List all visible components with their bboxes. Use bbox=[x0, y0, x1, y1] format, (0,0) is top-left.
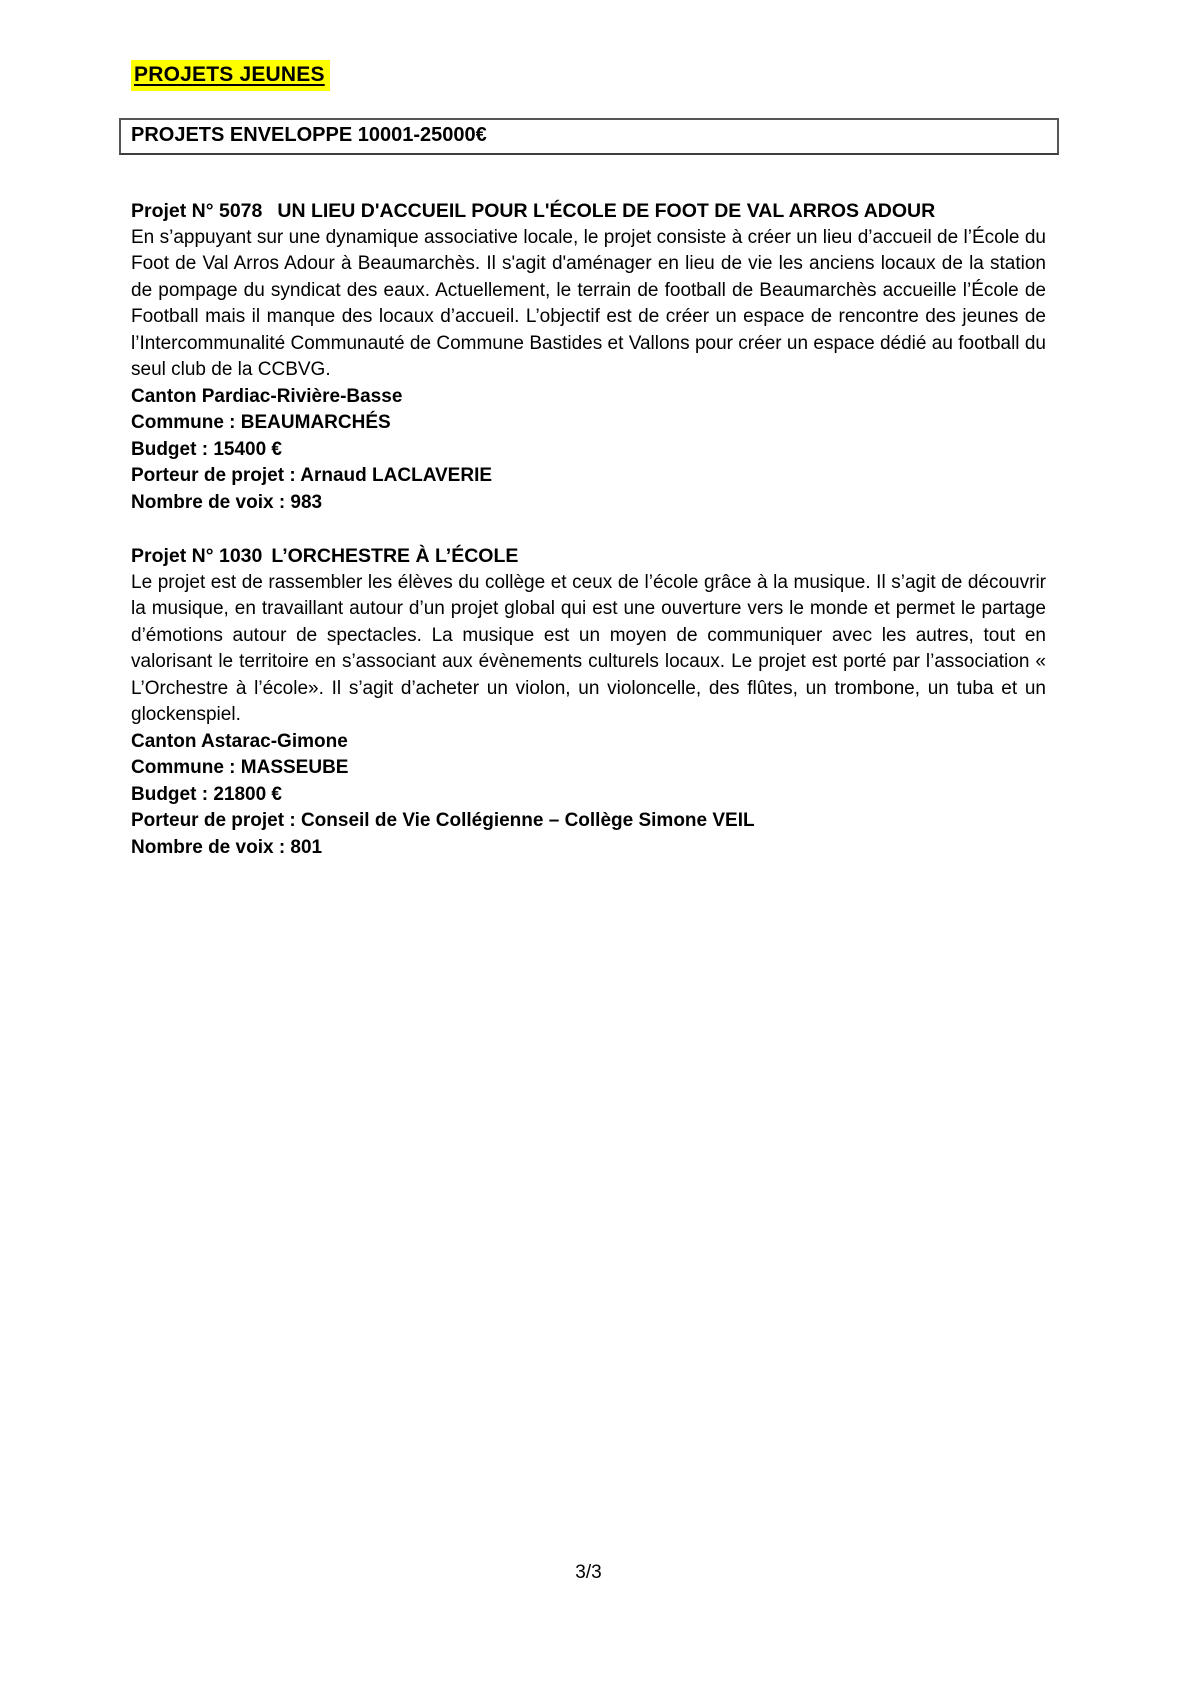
project-budget: Budget : 15400 € bbox=[131, 438, 282, 460]
project-name: UN LIEU D'ACCUEIL POUR L'ÉCOLE DE FOOT DE VAL ARROS ADOUR bbox=[277, 200, 936, 222]
project-voix: Nombre de voix : 983 bbox=[131, 491, 323, 513]
project-section-5078 bbox=[131, 198, 1046, 516]
project-number: Projet N° 5078 bbox=[131, 200, 263, 222]
project-porteur: Porteur de projet : Conseil de Vie Collégienne – Collège Simone VEIL bbox=[131, 810, 755, 831]
project-budget: Budget : 21800 € bbox=[131, 783, 282, 805]
page-content bbox=[131, 0, 1046, 861]
project-number: Projet N° 1030 bbox=[131, 545, 263, 567]
project-description: Le projet est de rassembler les élèves du collège et ceux de l’école grâce à la musique. Il s’agit de découvrir la musique, en travaillant autour d’un projet global qui est une ouverture vers le monde et permet le partage d’émotions autour de spectacles. La musique est un moyen de communiquer avec les autres, tout en valorisant le territoire en s’associant aux évènements culturels locaux. Le projet est porté par l’association « L’Orchestre à l’école». Il s’agit d’acheter un violon, un violoncelle, des flûtes, un trombone, un tuba et un glockenspiel. bbox=[131, 571, 1046, 725]
page-number: 3/3 bbox=[575, 1562, 602, 1583]
project-commune: Commune : BEAUMARCHÉS bbox=[131, 412, 391, 433]
document-title-highlighted: PROJETS JEUNES bbox=[131, 60, 330, 91]
project-metadata bbox=[131, 384, 1046, 517]
envelope-range-box: PROJETS ENVELOPPE 10001-25000€ bbox=[119, 118, 1059, 155]
project-canton: Canton Astarac-Gimone bbox=[131, 730, 348, 752]
project-porteur: Porteur de projet : Arnaud LACLAVERIE bbox=[131, 465, 493, 486]
project-commune: Commune : MASSEUBE bbox=[131, 757, 349, 778]
project-metadata bbox=[131, 729, 1046, 862]
project-voix: Nombre de voix : 801 bbox=[131, 836, 323, 858]
project-title-row bbox=[131, 198, 1046, 225]
project-canton: Canton Pardiac-Rivière-Basse bbox=[131, 385, 403, 407]
project-description: En s’appuyant sur une dynamique associative locale, le projet consiste à créer un lieu d’accueil de l’École du Foot de Val Arros Adour à Beaumarchès. Il s'agit d'aménager en lieu de vie les anciens locaux de la station de pompage du syndicat des eaux. Actuellement, le terrain de football de Beaumarchès accueille l’École de Football mais il manque des locaux d’accueil. L’objectif est de créer un espace de rencontre des jeunes de l’Intercommunalité Communauté de Commune Bastides et Vallons pour créer un espace dédié au football du seul club de la CCBVG. bbox=[131, 226, 1046, 380]
project-section-1030 bbox=[131, 543, 1046, 861]
project-name: L’ORCHESTRE À L’ÉCOLE bbox=[271, 545, 519, 567]
project-title-row bbox=[131, 543, 1046, 570]
